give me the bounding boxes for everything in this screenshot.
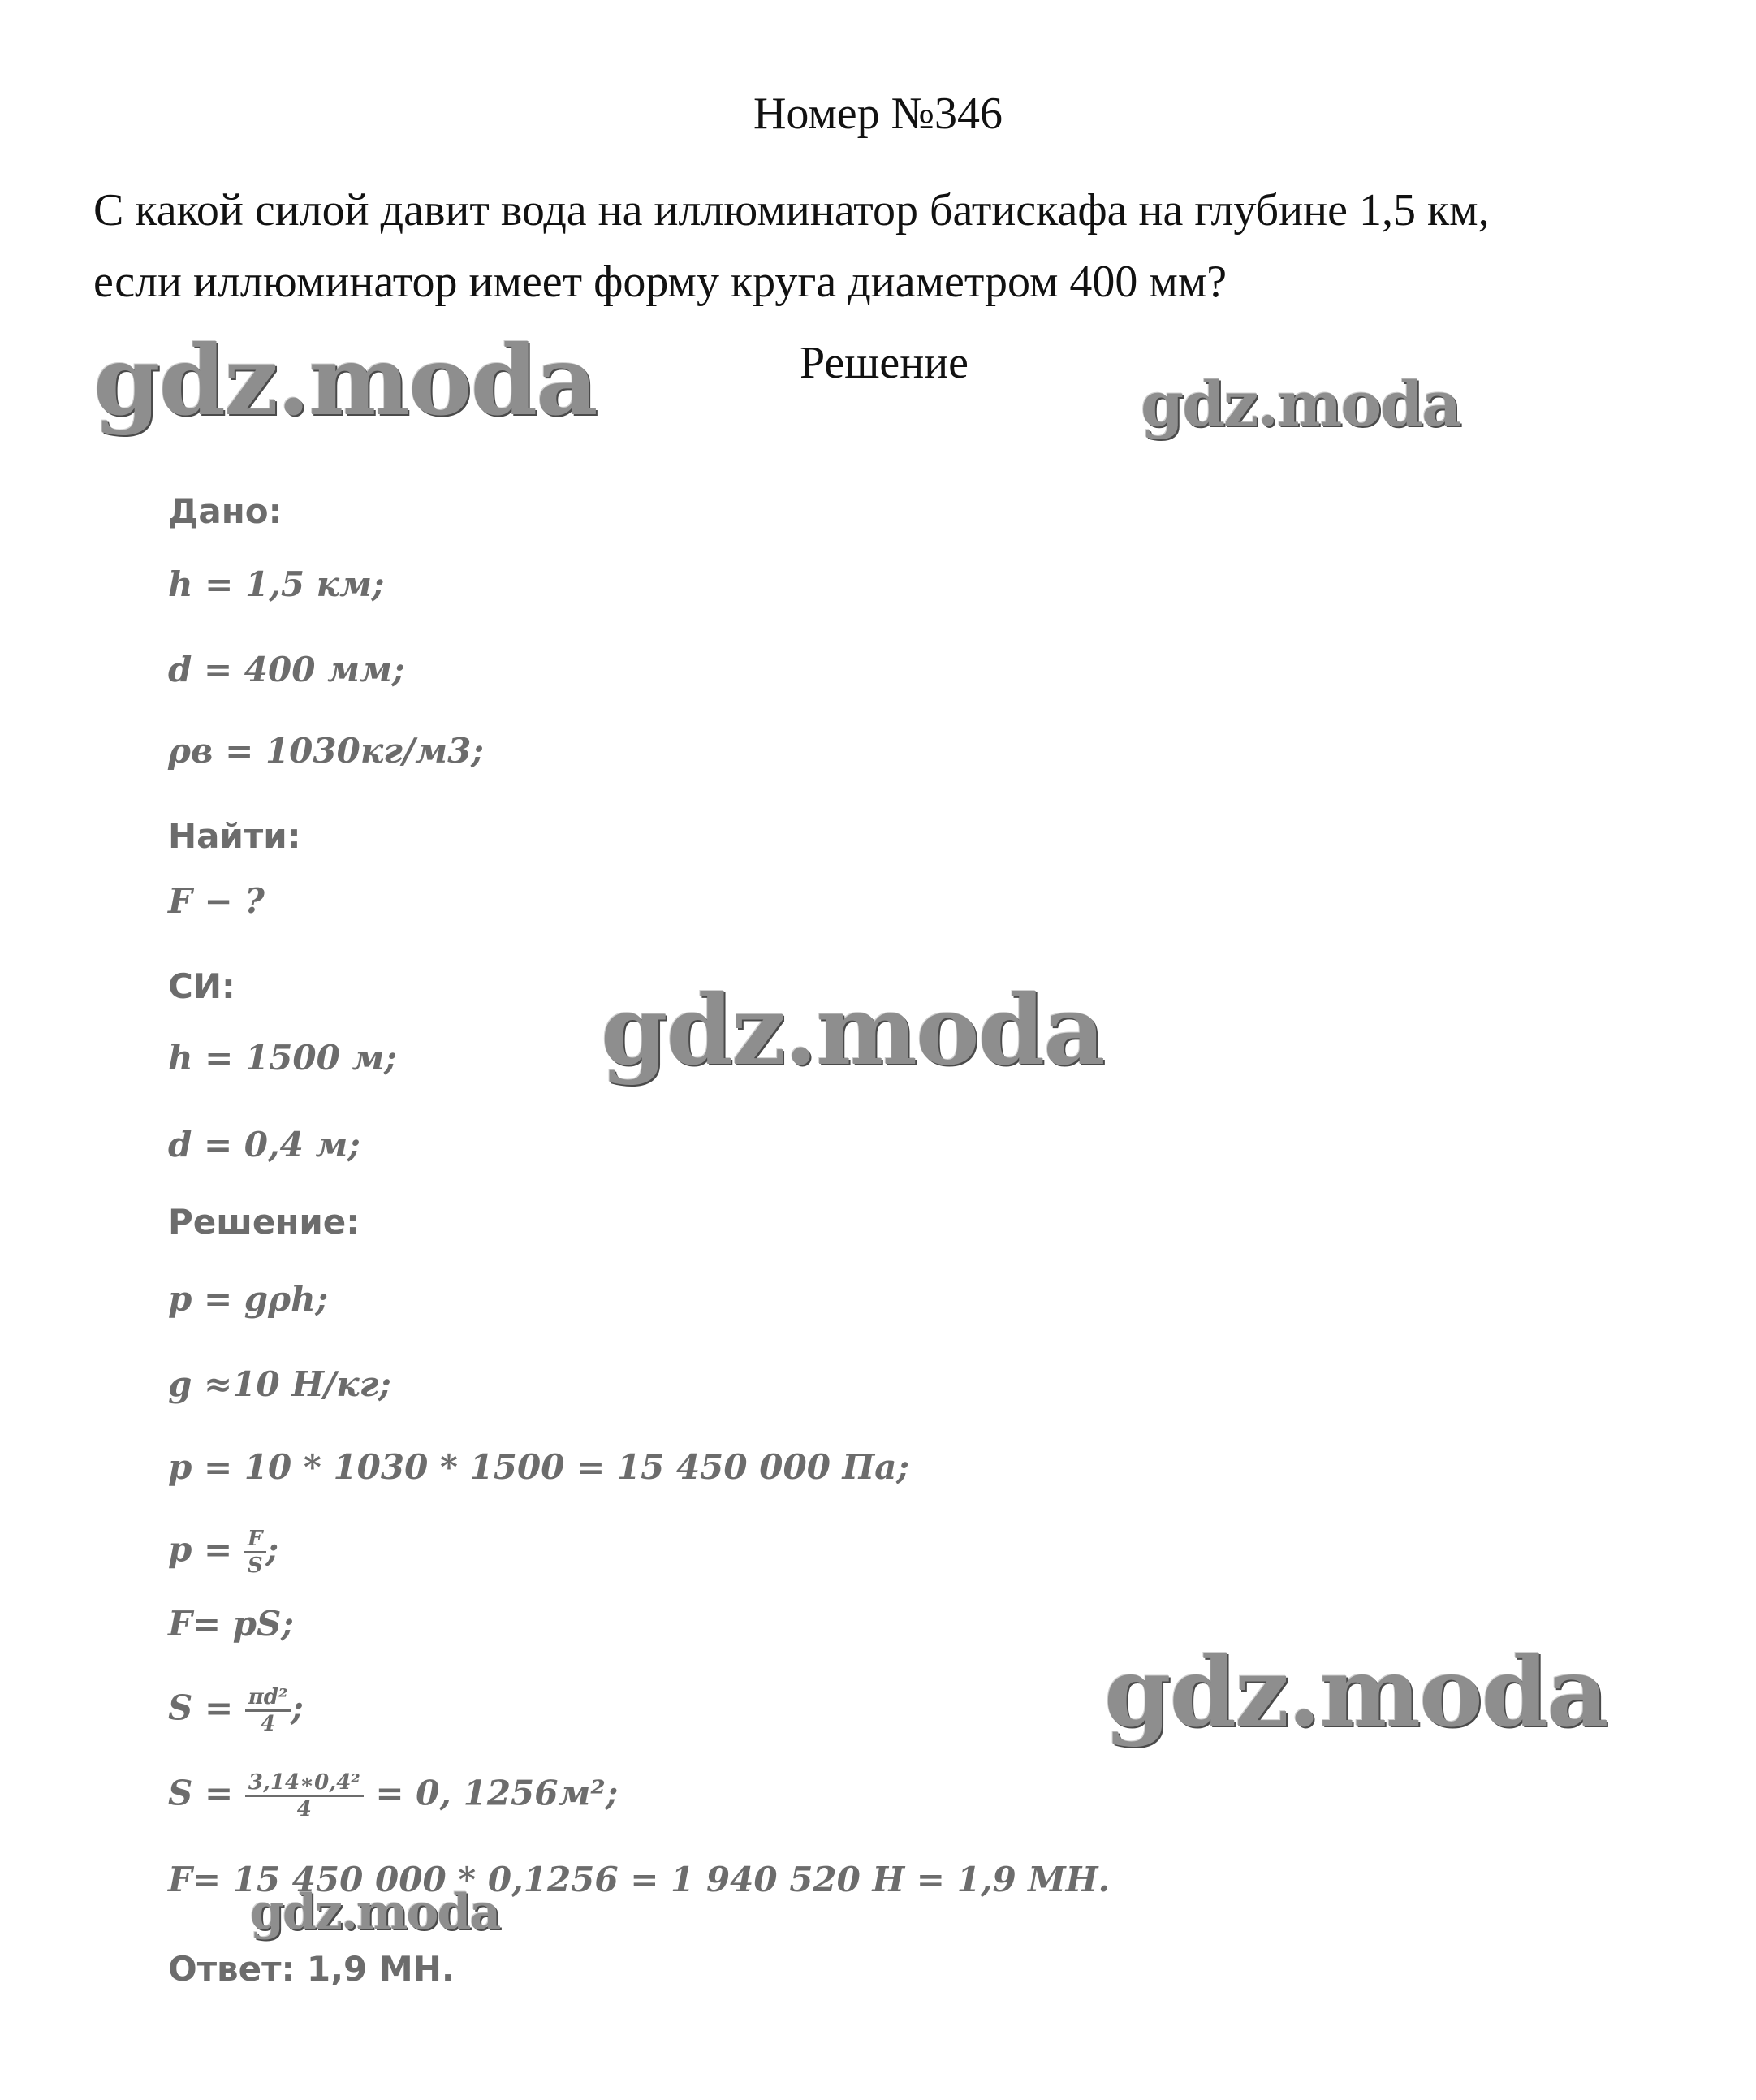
watermark: gdz.moda	[250, 1884, 500, 1941]
pressure-calculation: p = 10 * 1030 * 1500 = 15 450 000 Па;	[168, 1447, 909, 1487]
gravity-value: g ≈10 Н/кг;	[168, 1364, 391, 1404]
formula-tail: ;	[265, 1529, 279, 1570]
si-h: h = 1500 м;	[168, 1038, 397, 1078]
si-d: d = 0,4 м;	[168, 1125, 360, 1165]
fraction	[245, 1685, 291, 1736]
watermark: gdz.moda	[601, 974, 1104, 1087]
fraction	[244, 1527, 266, 1578]
pressure-formula: p = gρh;	[168, 1279, 329, 1319]
formula-lhs: S =	[168, 1687, 234, 1728]
problem-line-2: если иллюминатор имеет форму круга диаметром 400 мм?	[93, 257, 1227, 307]
area-calculation	[168, 1770, 618, 1821]
formula-result: = 0, 1256м²;	[375, 1773, 619, 1813]
given-density: ρв = 1030кг/м3;	[168, 731, 484, 771]
find-value: F − ?	[168, 881, 265, 921]
formula-lhs: p =	[168, 1529, 233, 1570]
fraction-denominator: S	[247, 1553, 263, 1578]
solution-label: Решение:	[168, 1202, 360, 1242]
fraction-numerator: πd²	[245, 1685, 291, 1712]
page-title: Номер №346	[753, 89, 1003, 139]
fraction-numerator: F	[244, 1527, 266, 1553]
watermark: gdz.moda	[1141, 368, 1460, 440]
problem-statement	[93, 175, 1685, 318]
answer: Ответ: 1,9 МН.	[168, 1949, 455, 1989]
force-formula: F= pS;	[168, 1604, 294, 1644]
fraction-denominator: 4	[296, 1797, 312, 1821]
fraction-denominator: 4	[261, 1712, 276, 1736]
fraction	[245, 1770, 364, 1821]
given-label: Дано:	[168, 491, 283, 531]
si-label: СИ:	[168, 966, 235, 1006]
problem-line-1: С какой силой давит вода на иллюминатор батискафа на глубине 1,5 км,	[93, 185, 1490, 235]
watermark: gdz.moda	[1104, 1635, 1607, 1748]
given-h: h = 1,5 км;	[168, 564, 385, 604]
solution-heading: Решение	[800, 338, 969, 388]
fraction-numerator: 3,14∗0,4²	[245, 1770, 364, 1797]
formula-lhs: S =	[168, 1773, 234, 1813]
given-d: d = 400 мм;	[168, 650, 405, 689]
formula-tail: ;	[291, 1687, 304, 1728]
force-calculation: F= 15 450 000 * 0,1256 = 1 940 520 Н = 1,9 МН.	[168, 1860, 1111, 1899]
pressure-force-formula	[168, 1527, 278, 1578]
find-label: Найти:	[168, 816, 301, 856]
watermark: gdz.moda	[93, 324, 597, 437]
area-formula	[168, 1685, 304, 1736]
